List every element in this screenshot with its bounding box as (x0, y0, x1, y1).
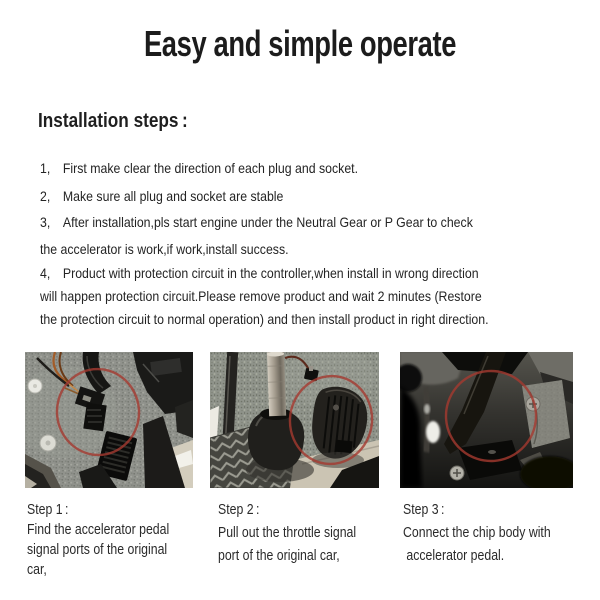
installation-step-item-3 (40, 209, 532, 263)
installation-steps-heading: Installation steps : (38, 110, 188, 132)
screw (450, 466, 464, 480)
step-text-line: the accelerator is work,if work,install success. (40, 241, 289, 257)
pedal-shaft-cylinder (267, 352, 286, 416)
caption-text-line: port of the original car, (218, 547, 340, 564)
caption-text-line: Find the accelerator pedal (27, 521, 170, 538)
caption-text-line: Connect the chip body with (403, 524, 551, 541)
caption-step-2 (218, 498, 386, 567)
step-text-line: First make clear the direction of each plug and socket. (62, 160, 359, 176)
step-number: 3, (40, 214, 53, 230)
step-text-line: After installation,pls start engine under the Neutral Gear or P Gear to check (62, 214, 473, 230)
step-text-line: Make sure all plug and socket are stable (62, 188, 284, 204)
rubber-boot (248, 408, 304, 470)
caption-text-line: accelerator pedal. (403, 547, 505, 564)
caption-step-label: Step 2 : (218, 501, 260, 518)
caption-text-line: signal ports of the original (27, 541, 168, 558)
step-text-line: Product with protection circuit in the controller,when install in wrong direction (62, 265, 479, 281)
photo-step-2 (210, 352, 379, 488)
caption-step-label: Step 3 : (403, 501, 445, 518)
light-reflection (426, 421, 440, 443)
page-title: Easy and simple operate (143, 23, 457, 64)
caption-text-line: Pull out the throttle signal (218, 524, 357, 541)
installation-step-item-1 (40, 157, 401, 180)
step-number: 2, (40, 188, 53, 204)
photo-step-1 (25, 352, 193, 488)
caption-step-label: Step 1 : (27, 501, 69, 518)
caption-step-1 (27, 500, 200, 580)
step-text-line: will happen protection circuit.Please remove product and wait 2 minutes (Restore (40, 288, 482, 304)
installation-step-item-2 (40, 185, 317, 208)
step-number: 4, (40, 265, 53, 281)
installation-step-item-4 (40, 262, 550, 331)
photo-step-3 (400, 352, 573, 488)
caption-text-line: car, (27, 561, 47, 578)
step-text-line: the protection circuit to normal operation) and then install product in right direction. (40, 311, 489, 327)
step-number: 1, (40, 160, 53, 176)
caption-step-3 (403, 498, 583, 567)
